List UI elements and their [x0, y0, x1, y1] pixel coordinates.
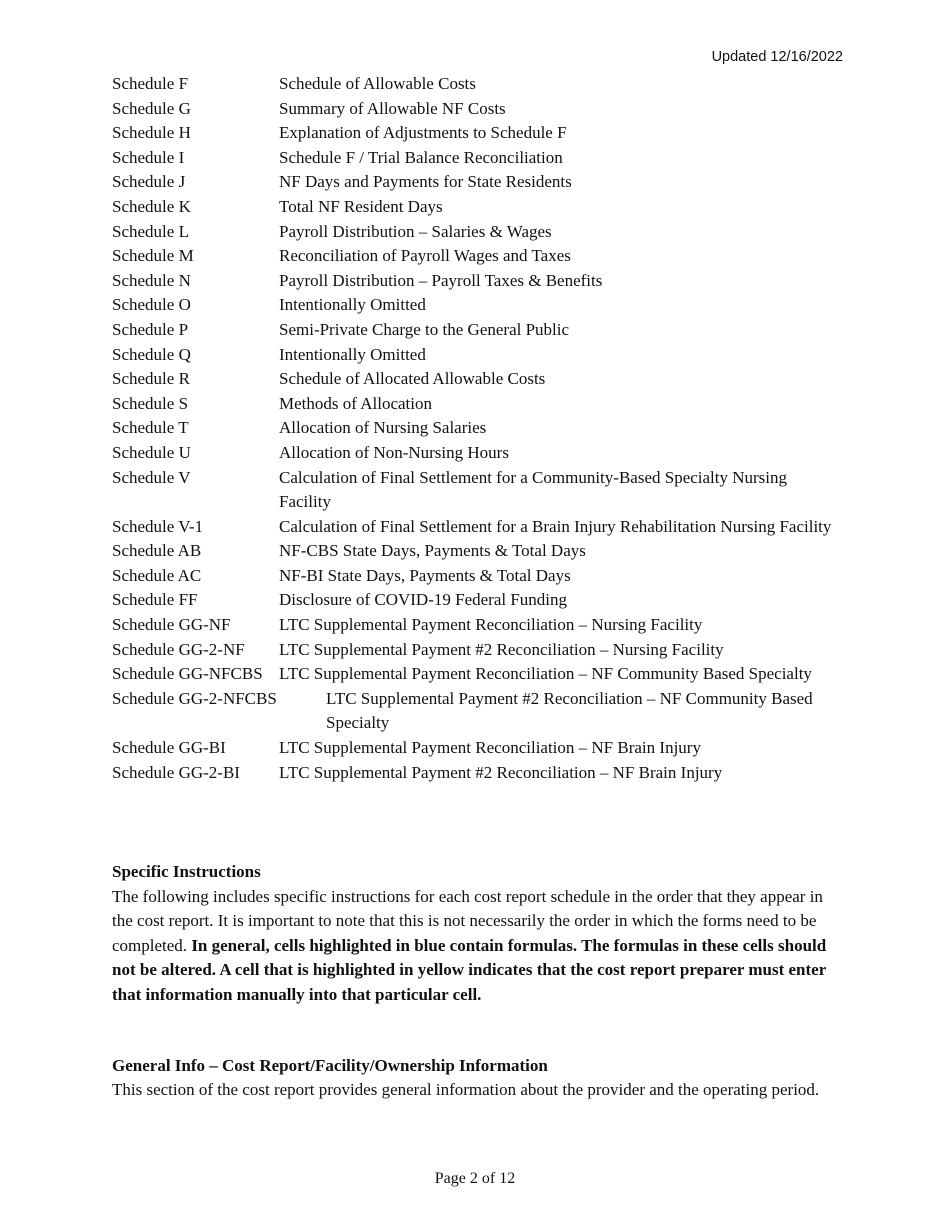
schedule-code: Schedule GG-2-NFCBS [112, 688, 277, 708]
schedule-row [112, 539, 842, 564]
schedule-description: Payroll Distribution – Payroll Taxes & Benefits [279, 270, 603, 290]
schedule-description: LTC Supplemental Payment #2 Reconciliation – NF Community Based Specialty [326, 688, 813, 733]
schedule-description: NF Days and Payments for State Residents [279, 172, 572, 192]
schedule-description: Summary of Allowable NF Costs [279, 98, 506, 118]
schedule-row [112, 244, 842, 269]
schedule-description: LTC Supplemental Payment #2 Reconciliation – Nursing Facility [279, 639, 724, 659]
schedule-description: Schedule F / Trial Balance Reconciliation [279, 147, 563, 167]
schedule-code: Schedule FF [112, 590, 198, 610]
schedule-code: Schedule L [112, 221, 189, 241]
schedule-description: LTC Supplemental Payment Reconciliation – NF Brain Injury [279, 738, 701, 758]
schedule-code: Schedule F [112, 74, 189, 93]
schedule-row [112, 220, 842, 245]
schedule-code: Schedule N [112, 270, 191, 290]
schedule-description: Reconciliation of Payroll Wages and Taxes [279, 246, 571, 266]
schedule-code: Schedule U [112, 442, 191, 462]
schedule-code: Schedule GG-2-NF [112, 639, 245, 659]
updated-date: Updated 12/16/2022 [711, 49, 843, 65]
schedule-row [112, 761, 842, 786]
schedule-description: Intentionally Omitted [279, 295, 426, 315]
schedule-code: Schedule I [112, 147, 185, 167]
schedule-description: Explanation of Adjustments to Schedule F [279, 123, 567, 143]
schedule-row [112, 662, 842, 687]
general-info-body: This section of the cost report provides general information about the provider and the operating period. [112, 1079, 820, 1099]
schedule-row [112, 515, 842, 540]
general-info-section [112, 1054, 837, 1100]
schedule-description: Allocation of Nursing Salaries [279, 418, 487, 438]
schedule-code: Schedule AC [112, 565, 202, 585]
schedule-row [112, 392, 842, 417]
page-number: Page 2 of 12 [434, 1170, 516, 1187]
schedule-row [112, 613, 842, 638]
schedule-row [112, 466, 842, 515]
schedule-description: Schedule of Allocated Allowable Costs [279, 369, 546, 389]
schedule-code: Schedule GG-NF [112, 615, 231, 635]
specific-instructions-bold-text: In general, cells highlighted in blue contain formulas. The formulas in these cells should not be altered. A cell that is highlighted in yellow indicates that the cost report preparer must enter that information manually into that particular cell. [112, 935, 827, 1004]
schedule-code: Schedule G [112, 98, 191, 118]
schedule-description: Total NF Resident Days [279, 196, 443, 216]
schedule-code: Schedule J [112, 172, 186, 192]
schedule-code: Schedule O [112, 295, 191, 315]
schedule-code: Schedule P [112, 319, 189, 339]
schedule-row [112, 564, 842, 589]
schedule-description: Calculation of Final Settlement for a Community-Based Specialty Nursing Facility [279, 467, 788, 512]
schedule-row [112, 736, 842, 761]
schedule-row [112, 121, 842, 146]
schedule-code: Schedule V [112, 467, 191, 487]
schedule-row [112, 146, 842, 171]
specific-instructions-heading: Specific Instructions [112, 862, 261, 881]
schedule-description: LTC Supplemental Payment Reconciliation – Nursing Facility [279, 615, 703, 635]
schedule-code: Schedule R [112, 369, 190, 389]
schedule-row [112, 195, 842, 220]
schedule-row [112, 441, 842, 466]
schedule-code: Schedule S [112, 393, 189, 413]
schedule-row [112, 269, 842, 294]
schedule-code: Schedule Q [112, 344, 191, 364]
schedule-code: Schedule AB [112, 541, 202, 561]
schedule-code: Schedule GG-BI [112, 738, 226, 758]
schedule-description: Payroll Distribution – Salaries & Wages [279, 221, 552, 241]
schedule-row [112, 638, 842, 663]
schedule-description: Semi-Private Charge to the General Public [279, 319, 570, 339]
schedule-row [112, 170, 842, 195]
schedule-row [112, 97, 842, 122]
schedule-code: Schedule H [112, 123, 191, 143]
schedule-code: Schedule T [112, 418, 189, 438]
schedule-description: Methods of Allocation [279, 393, 432, 413]
schedule-description: Disclosure of COVID-19 Federal Funding [279, 590, 568, 610]
schedule-row [112, 318, 842, 343]
schedule-row [112, 293, 842, 318]
specific-instructions-section [112, 860, 837, 1008]
specific-instructions-body [112, 885, 837, 1008]
schedule-description: NF-BI State Days, Payments & Total Days [279, 565, 571, 585]
schedule-description: Schedule of Allowable Costs [279, 74, 476, 93]
schedule-description: NF-CBS State Days, Payments & Total Days [279, 541, 586, 561]
general-info-heading: General Info – Cost Report/Facility/Ownership Information [112, 1056, 548, 1075]
schedule-row [112, 416, 842, 441]
schedule-row [112, 72, 842, 97]
schedule-row [112, 367, 842, 392]
schedule-description: Intentionally Omitted [279, 344, 426, 364]
specific-instructions-text: The following includes specific instructions for each cost report schedule in the order that they appear in the cost report. It is important to note that this is not necessarily the order in which the forms need to be completed. [112, 886, 823, 955]
schedule-description: Allocation of Non-Nursing Hours [279, 442, 509, 462]
schedule-description: Calculation of Final Settlement for a Brain Injury Rehabilitation Nursing Facility [279, 516, 832, 536]
schedule-row [112, 588, 842, 613]
schedule-row [112, 687, 842, 736]
schedule-list [112, 72, 842, 785]
schedule-code: Schedule GG-NFCBS [112, 664, 263, 684]
schedule-code: Schedule K [112, 196, 191, 216]
schedule-row [112, 343, 842, 368]
schedule-code: Schedule V-1 [112, 516, 204, 536]
schedule-description: LTC Supplemental Payment Reconciliation – NF Community Based Specialty [279, 664, 812, 684]
schedule-description: LTC Supplemental Payment #2 Reconciliation – NF Brain Injury [279, 762, 723, 782]
schedule-code: Schedule M [112, 246, 194, 266]
schedule-code: Schedule GG-2-BI [112, 762, 240, 782]
